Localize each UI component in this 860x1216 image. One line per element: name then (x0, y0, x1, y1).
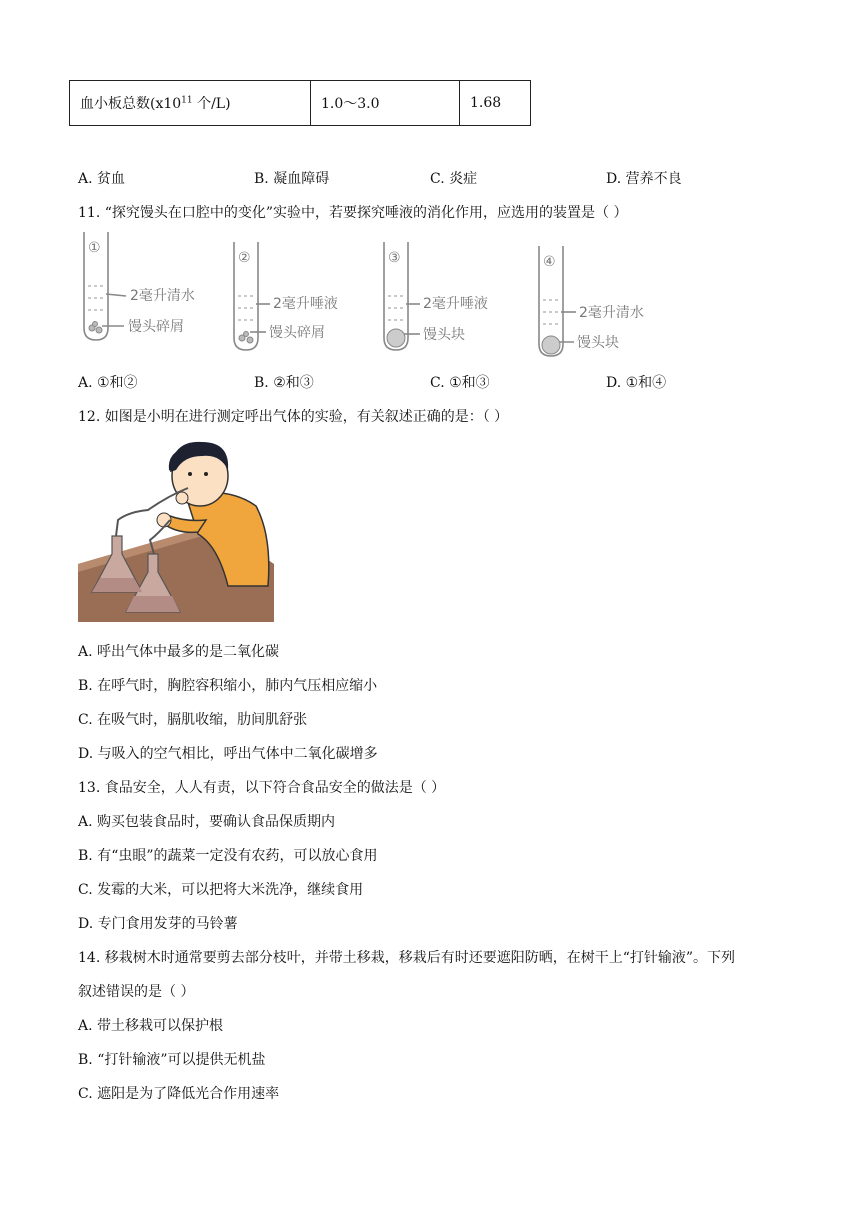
test-tube-figure (74, 228, 694, 364)
tube-2-bottom-label: 馒头碎屑 (269, 325, 325, 341)
q11-option-c: C. ①和③ (430, 375, 490, 391)
platelet-label: 血小板总数(x10 (80, 96, 182, 112)
q13-option-c: C. 发霉的大米，可以把将大米洗净，继续食用 (78, 882, 364, 898)
q13-option-a: A. 购买包装食品时，要确认食品保质期内 (78, 814, 336, 830)
tube-2-top-label: 2毫升唾液 (273, 296, 338, 312)
q13-option-b: B. 有“虫眼”的蔬菜一定没有农药，可以放心食用 (78, 848, 378, 864)
q12-option-b: B. 在呼气时，胸腔容积缩小，肺内气压相应缩小 (78, 678, 378, 694)
q10-option-b: B. 凝血障碍 (254, 171, 330, 187)
platelet-label-cell (70, 81, 311, 126)
q12-stem: 12. 如图是小明在进行测定呼出气体的实验，有关叙述正确的是：（ ） (78, 409, 509, 425)
q10-option-c: C. 炎症 (430, 171, 478, 187)
bread-block-4 (542, 336, 560, 354)
q13-stem: 13. 食品安全，人人有责，以下符合食品安全的做法是（ ） (78, 780, 446, 796)
platelet-unit: 个/L) (192, 96, 231, 112)
q13-option-d: D. 专门食用发芽的马铃薯 (78, 916, 238, 932)
tube-2-number: ② (238, 250, 251, 266)
tube-1-bottom-label: 馒头碎屑 (128, 319, 184, 335)
table-row (70, 81, 531, 126)
q12-option-a: A. 呼出气体中最多的是二氧化碳 (78, 644, 280, 660)
tube-3-top-label: 2毫升唾液 (423, 296, 488, 312)
q14-option-c: C. 遮阳是为了降低光合作用速率 (78, 1086, 280, 1102)
q12-option-d: D. 与吸入的空气相比，呼出气体中二氧化碳增多 (78, 746, 378, 762)
q11-option-b: B. ②和③ (254, 375, 314, 391)
tube-3-number: ③ (388, 250, 401, 266)
reference-range-cell: 1.0～3.0 (311, 81, 460, 126)
tube-4-number: ④ (543, 254, 556, 270)
blood-test-table (69, 80, 531, 126)
q10-option-a: A. 贫血 (78, 171, 126, 187)
tube-1-top-label: 2毫升清水 (130, 288, 195, 304)
q14-stem-line1: 14. 移栽树木时通常要剪去部分枝叶，并带土移栽，移栽后有时还要遮阳防晒，在树干上“打针输液”。下列 (78, 950, 736, 966)
q11-stem: 11. “探究馒头在口腔中的变化”实验中，若要探究唾液的消化作用，应选用的装置是（ ） (78, 205, 628, 221)
tube-1-number: ① (88, 240, 101, 256)
measured-value-cell: 1.68 (460, 81, 531, 126)
breathing-experiment-illustration (78, 436, 274, 622)
bread-block-3 (387, 329, 405, 347)
tube-3-bottom-label: 馒头块 (423, 327, 465, 343)
q11-option-a: A. ①和② (78, 375, 138, 391)
q14-option-a: A. 带土移栽可以保护根 (78, 1018, 224, 1034)
q11-option-d: D. ①和④ (606, 375, 667, 391)
platelet-exponent: 11 (181, 95, 193, 106)
q14-option-b: B. “打针输液”可以提供无机盐 (78, 1052, 266, 1068)
q12-option-c: C. 在吸气时，膈肌收缩，肋间肌舒张 (78, 712, 308, 728)
q10-option-d: D. 营养不良 (606, 171, 682, 187)
tube-4-top-label: 2毫升清水 (579, 305, 644, 321)
tube-4-bottom-label: 馒头块 (577, 335, 619, 351)
q14-stem-line2: 叙述错误的是（ ） (78, 984, 195, 1000)
